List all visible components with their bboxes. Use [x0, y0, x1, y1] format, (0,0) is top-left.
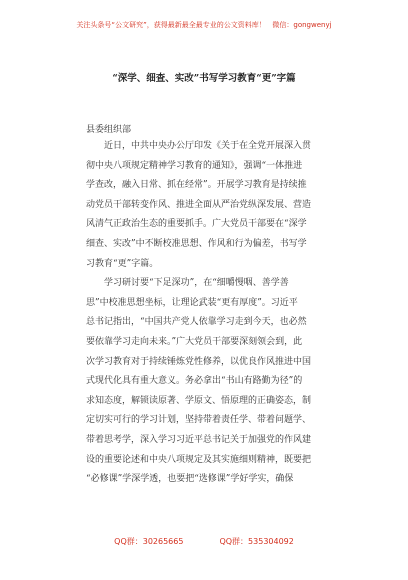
body-line: 近日，中共中央办公厅印发《关于在全党开展深入贯: [104, 141, 312, 151]
header-banner: [0, 20, 408, 30]
body-line: 次学习教育对于持续锤炼党性修养，以优良作风推进中国: [86, 356, 312, 367]
body-line: 习教育“更”字篇。: [86, 258, 159, 269]
body-line: 思”中校准思想坐标，让理论武装“更有厚度”。习近平: [86, 297, 298, 308]
body-line: 式现代化具有重大意义。务必拿出“书山有路勤为径”的: [86, 376, 303, 387]
body-line: 要依靠学习走向未来。”广大党员干部要深刻领会到，此: [86, 336, 303, 347]
body-line: 风清气正政治生态的重要抓手。广大党员干部要在“深学: [86, 219, 307, 230]
footer-qq-group-1: QQ群：30265665: [114, 537, 184, 546]
body-line: 设的重要论述和中央八项规定及其实施细则精神，既要把: [86, 454, 312, 465]
footer-contact: [0, 536, 408, 547]
body-line: 动党员干部转变作风、推进全面从严治党纵深发展、营造: [86, 199, 312, 210]
footer-qq-group-2: QQ群：535304092: [219, 537, 294, 546]
banner-text: 关注头条号“公文研究”，获得最新最全最专业的公文资料库！: [76, 21, 266, 29]
document-author: 县委组织部: [86, 125, 132, 135]
body-line: 定切实可行的学习计划，坚持带着责任学、带着问题学、: [86, 415, 312, 426]
body-line: 总书记指出，“中国共产党人依靠学习走到今天，也必然: [86, 317, 307, 328]
banner-wechat: 微信：gongwenyj: [272, 21, 332, 29]
document-title: “深学、细查、实改”书写学习教育“更”字篇: [112, 73, 296, 84]
body-line: 带着思考学，深入学习习近平总书记关于加强党的作风建: [86, 434, 312, 445]
body-line: “必修课”学深学透，也要把“选修课”学好学实，确保: [86, 474, 294, 485]
body-line: 学习研讨要“下足深功”，在“细嚼慢咽、善学善: [104, 278, 289, 289]
body-line: 求知态度，解锁读原著、学原文、悟原理的正确姿态，制: [86, 395, 312, 406]
body-line: 细查、实改”中不断校准思想、作风和行为偏差，书写学: [86, 238, 307, 249]
document-body: [86, 137, 326, 490]
body-line: 彻中央八项规定精神学习教育的通知》，强调“一体推进: [86, 160, 303, 171]
body-line: 学查改，融入日常、抓在经常”。开展学习教育是持续推: [86, 180, 307, 191]
